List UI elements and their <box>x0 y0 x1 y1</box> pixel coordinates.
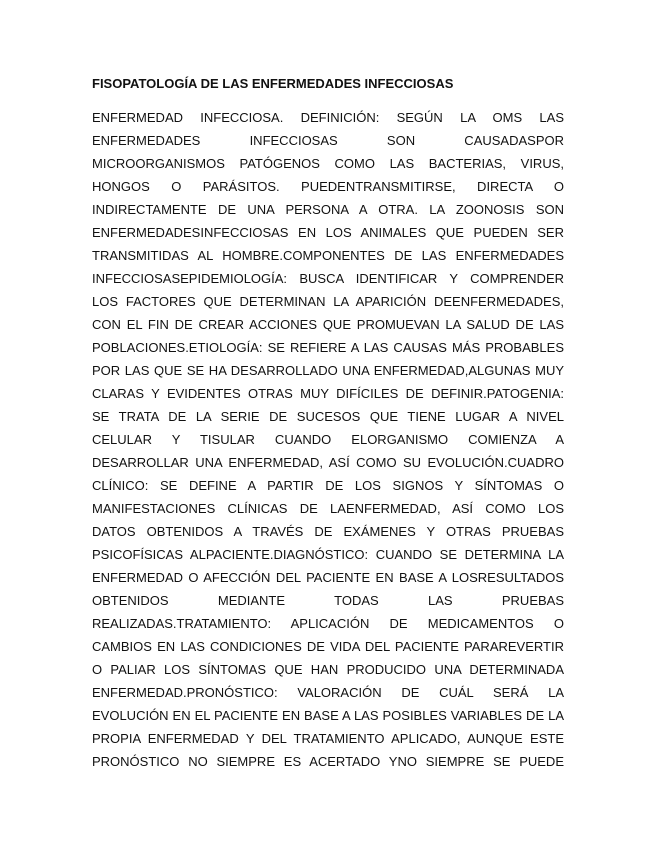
body-line: PRONÓSTICO NO SIEMPRE ES ACERTADO YNO SIEMPRE SE PUEDE <box>92 754 564 769</box>
body-line: PSICOFÍSICAS ALPACIENTE.DIAGNÓSTICO: CUANDO SE DETERMINA LA <box>92 547 564 562</box>
body-line: LOS FACTORES QUE DETERMINAN LA APARICIÓN DEENFERMEDADES, <box>92 294 564 309</box>
body-line: SE TRATA DE LA SERIE DE SUCESOS QUE TIENE LUGAR A NIVEL <box>92 409 564 424</box>
body-line: INDIRECTAMENTE DE UNA PERSONA A OTRA. LA ZOONOSIS SON <box>92 202 564 217</box>
body-line: ENFERMEDAD O AFECCIÓN DEL PACIENTE EN BASE A LOSRESULTADOS <box>92 570 564 585</box>
body-line: CLARAS Y EVIDENTES OTRAS MUY DIFÍCILES DE DEFINIR.PATOGENIA: <box>92 386 564 401</box>
document-title: FISOPATOLOGÍA DE LAS ENFERMEDADES INFECCIOSAS <box>92 76 454 91</box>
body-line: HONGOS O PARÁSITOS. PUEDENTRANSMITIRSE, DIRECTA O <box>92 179 564 194</box>
body-line: INFECCIOSASEPIDEMIOLOGÍA: BUSCA IDENTIFICAR Y COMPRENDER <box>92 271 564 286</box>
body-line: REALIZADAS.TRATAMIENTO: APLICACIÓN DE MEDICAMENTOS O <box>92 616 564 631</box>
body-line: PROPIA ENFERMEDAD Y DEL TRATAMIENTO APLICADO, AUNQUE ESTE <box>92 731 564 746</box>
body-line: CELULAR Y TISULAR CUANDO ELORGANISMO COMIENZA A <box>92 432 564 447</box>
body-line: EVOLUCIÓN EN EL PACIENTE EN BASE A LAS POSIBLES VARIABLES DE LA <box>92 708 564 723</box>
body-line: TRANSMITIDAS AL HOMBRE.COMPONENTES DE LAS ENFERMEDADES <box>92 248 564 263</box>
body-line: POBLACIONES.ETIOLOGÍA: SE REFIERE A LAS CAUSAS MÁS PROBABLES <box>92 340 564 355</box>
body-line: O PALIAR LOS SÍNTOMAS QUE HAN PRODUCIDO UNA DETERMINADA <box>92 662 564 677</box>
body-line: ENFERMEDADESINFECCIOSAS EN LOS ANIMALES QUE PUEDEN SER <box>92 225 564 240</box>
body-line: POR LAS QUE SE HA DESARROLLADO UNA ENFERMEDAD,ALGUNAS MUY <box>92 363 564 378</box>
body-line: CAMBIOS EN LAS CONDICIONES DE VIDA DEL PACIENTE PARAREVERTIR <box>92 639 564 654</box>
body-line: ENFERMEDAD INFECCIOSA. DEFINICIÓN: SEGÚN LA OMS LAS <box>92 110 564 125</box>
body-line: DESARROLLAR UNA ENFERMEDAD, ASÍ COMO SU EVOLUCIÓN.CUADRO <box>92 455 564 470</box>
body-line: MANIFESTACIONES CLÍNICAS DE LAENFERMEDAD, ASÍ COMO LOS <box>92 501 564 516</box>
body-line: ENFERMEDADES INFECCIOSAS SON CAUSADASPOR <box>92 133 564 148</box>
body-line: CLÍNICO: SE DEFINE A PARTIR DE LOS SIGNOS Y SÍNTOMAS O <box>92 478 564 493</box>
body-line: ENFERMEDAD.PRONÓSTICO: VALORACIÓN DE CUÁL SERÁ LA <box>92 685 564 700</box>
body-line: MICROORGANISMOS PATÓGENOS COMO LAS BACTERIAS, VIRUS, <box>92 156 564 171</box>
body-line: CON EL FIN DE CREAR ACCIONES QUE PROMUEVAN LA SALUD DE LAS <box>92 317 564 332</box>
document-body <box>92 106 564 773</box>
body-line: DATOS OBTENIDOS A TRAVÉS DE EXÁMENES Y OTRAS PRUEBAS <box>92 524 564 539</box>
body-line: OBTENIDOS MEDIANTE TODAS LAS PRUEBAS <box>92 593 564 608</box>
